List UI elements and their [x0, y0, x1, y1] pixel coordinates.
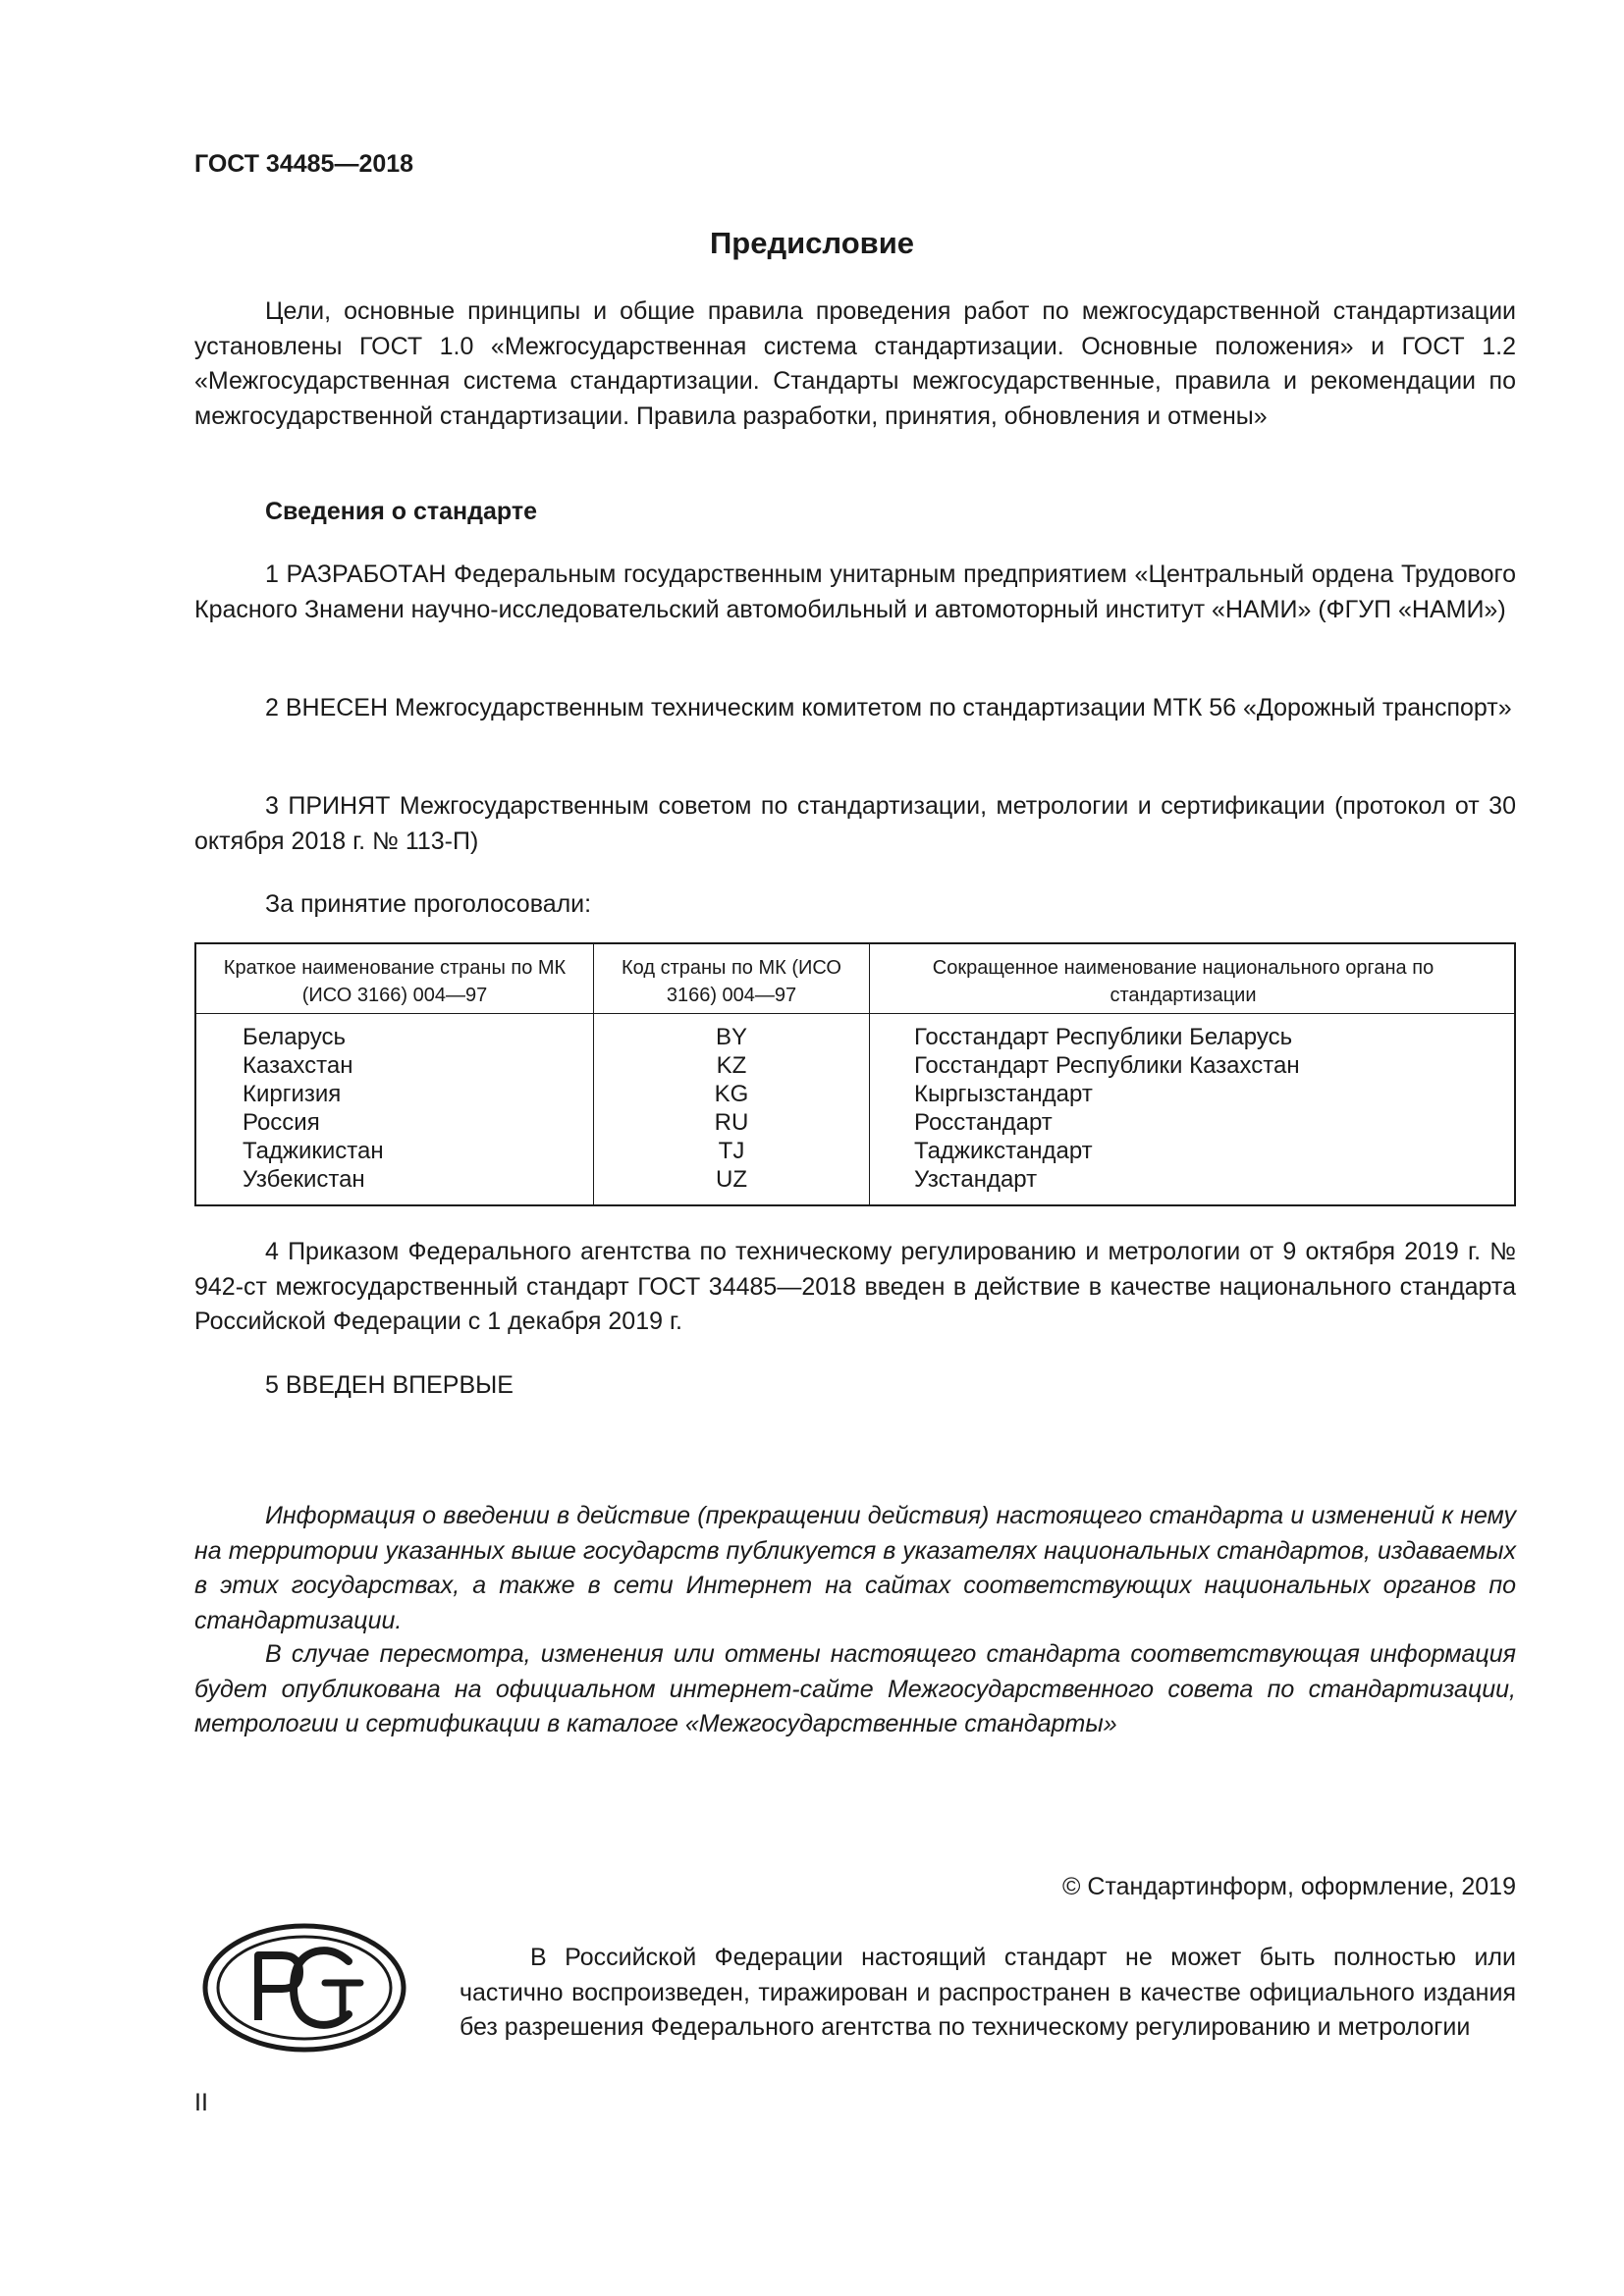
table-cell-country: Киргизия — [243, 1081, 342, 1107]
table-column-code — [594, 1023, 869, 1194]
table-cell-code: KG — [714, 1081, 749, 1107]
table-cell-code: KZ — [716, 1052, 747, 1079]
table-cell-code: TJ — [718, 1138, 745, 1164]
document-code: ГОСТ 34485—2018 — [194, 150, 414, 178]
intro-paragraph: Цели, основные принципы и общие правила проведения работ по межгосударственной стандартизации установлены ГОСТ 1.0 «Межгосударственная система стандартизации. Основные положения» и ГОСТ 1.2 «Межгосударственная система стандартизации. Стандарты межгосударственные, правила и рекомендации по межгосударственной стандартизации. Правила разработки, принятия, обновления и отмены» — [194, 297, 1516, 430]
info-paragraph-2: В случае пересмотра, изменения или отмены настоящего стандарта соответствующая информация будет опубликована на официальном интернет-сайте Межгосударственного совета по стандартизации, метрологии и сертификации в каталоге «Межгосударственные стандарты» — [194, 1640, 1516, 1737]
table-header-divider — [196, 1013, 1514, 1014]
table-header-code: Код страны по МК (ИСО 3166) 004—97 — [622, 957, 841, 1006]
item-4-paragraph: 4 Приказом Федерального агентства по техническому регулированию и метрологии от 9 октября 2019 г. № 942-ст межгосударственный стандарт ГОСТ 34485—2018 введен в действие в качестве национального стандарта Российской Федерации с 1 декабря 2019 г. — [194, 1238, 1516, 1335]
table-cell-country: Таджикистан — [243, 1138, 384, 1164]
table-cell-country: Узбекистан — [243, 1166, 365, 1193]
legal-notice: В Российской Федерации настоящий стандарт не может быть полностью или частично воспроизведен, тиражирован и распространен в качестве официального издания без разрешения Федерального агентства по техническому регулированию и метрологии — [460, 1944, 1516, 2041]
table-cell-body: Госстандарт Республики Казахстан — [914, 1052, 1300, 1079]
table-cell-code: RU — [714, 1109, 749, 1136]
page-title: Предисловие — [709, 226, 914, 260]
table-cell-country: Россия — [243, 1109, 320, 1136]
table-cell-code: UZ — [716, 1166, 747, 1193]
table-cell-body: Таджикстандарт — [914, 1138, 1093, 1164]
item-3-paragraph: 3 ПРИНЯТ Межгосударственным советом по стандартизации, метрологии и сертификации (протокол от 30 октября 2018 г. № 113-П) — [194, 792, 1516, 855]
table-divider — [869, 944, 870, 1204]
table-cell-body: Росстандарт — [914, 1109, 1053, 1136]
copyright-line: © Стандартинформ, оформление, 2019 — [1062, 1873, 1516, 1900]
item-2-paragraph: 2 ВНЕСЕН Межгосударственным техническим комитетом по стандартизации МТК 56 «Дорожный транспорт» — [265, 694, 1512, 721]
table-cell-country: Беларусь — [243, 1024, 346, 1050]
table-cell-code: BY — [715, 1024, 747, 1050]
info-paragraph-1: Информация о введении в действие (прекращении действия) настоящего стандарта и изменений к нему на территории указанных выше государств публикуется в указателях национальных стандартов, издаваемых в этих государствах, а также в сети Интернет на сайтах соответствующих национальных органов по стандартизации. — [194, 1502, 1516, 1634]
table-column-body — [914, 1023, 1493, 1194]
item-1-paragraph: 1 РАЗРАБОТАН Федеральным государственным унитарным предприятием «Центральный ордена Трудового Красного Знамени научно-исследовательский автомобильный и автомоторный институт «НАМИ» (ФГУП «НАМИ») — [194, 561, 1516, 623]
vote-intro: За принятие проголосовали: — [265, 890, 592, 918]
table-cell-body: Кыргызстандарт — [914, 1081, 1093, 1107]
table-header-body: Сокращенное наименование национального органа по стандартизации — [932, 957, 1435, 1006]
page-number: II — [194, 2089, 208, 2116]
section-heading: Сведения о стандарте — [265, 498, 538, 525]
item-5-paragraph: 5 ВВЕДЕН ВПЕРВЫЕ — [265, 1371, 514, 1399]
table-cell-body: Узстандарт — [914, 1166, 1038, 1193]
table-column-country — [243, 1023, 576, 1194]
table-cell-country: Казахстан — [243, 1052, 353, 1079]
rst-logo — [201, 1922, 407, 2055]
table-header-country: Краткое наименование страны по МК (ИСО 3166) 004—97 — [223, 957, 567, 1006]
voting-table — [194, 942, 1516, 1206]
table-cell-body: Госстандарт Республики Беларусь — [914, 1024, 1293, 1050]
